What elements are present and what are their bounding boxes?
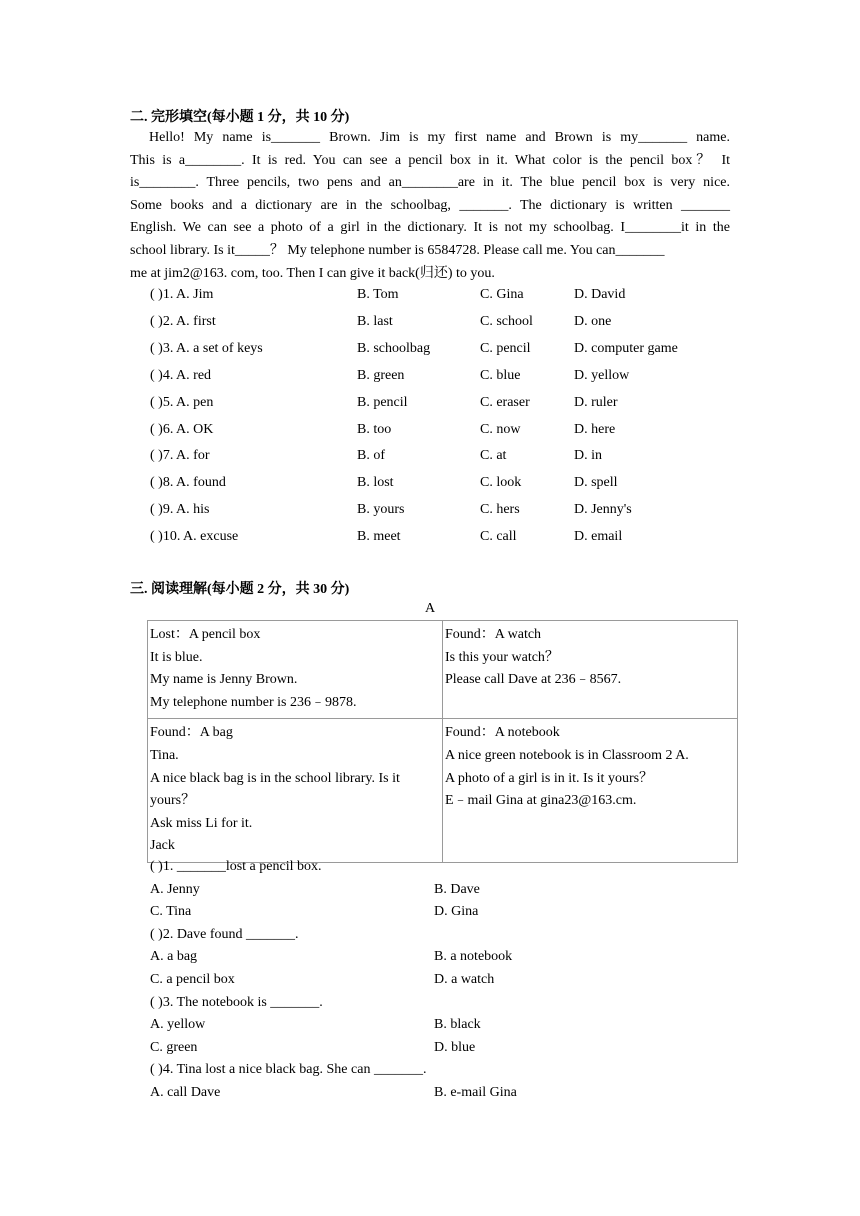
option-a: A. call Dave	[150, 1084, 221, 1100]
section-3-title: 三. 阅读理解(每小题 2 分，共 30 分)	[130, 582, 350, 597]
option-row	[150, 1037, 750, 1060]
notice-line: Found：A notebook	[445, 725, 560, 741]
option-d: D. in	[574, 448, 602, 464]
passage-line: me at jim2@163. com, too. Then I can give it back(归还) to you.	[130, 265, 495, 281]
notice-line: Found：A watch	[445, 627, 542, 642]
option-b: B. pencil	[357, 394, 408, 410]
cloze-question-row	[150, 314, 750, 336]
question-stem: ( )2. Dave found _______.	[150, 926, 299, 942]
passage-line: is________. Three pencils, two pens and an________are in it. The blue pencil box is very nice.	[130, 175, 730, 191]
option-d: D. yellow	[574, 367, 630, 383]
option-c: C. green	[150, 1039, 198, 1055]
notice-line: My name is Jenny Brown.	[150, 672, 298, 688]
option-a: A. Jenny	[150, 881, 200, 897]
option-b: B. Dave	[434, 881, 480, 897]
question-stem: ( )7. A. for	[150, 448, 210, 464]
question-stem: ( )4. Tina lost a nice black bag. She can _______.	[150, 1062, 427, 1078]
passage-line: school library. Is it_____？ My telephone number is 6584728. Please call me. You can_______	[130, 242, 665, 258]
notice-board-table	[147, 620, 738, 863]
option-c: C. blue	[480, 367, 521, 383]
passage-line: English. We can see a photo of a girl in the dictionary. It is not my schoolbag. I________it in the	[130, 220, 730, 236]
option-b: B. yours	[357, 502, 405, 518]
notice-cell	[148, 621, 443, 719]
option-d: D. blue	[434, 1039, 476, 1055]
question-stem: ( )6. A. OK	[150, 421, 214, 437]
option-row	[150, 1014, 750, 1037]
passage-line: This is a________. It is red. You can see a pencil box in it. What color is the pencil box？ It	[130, 152, 730, 168]
option-b: B. schoolbag	[357, 340, 431, 356]
cloze-question-row	[150, 395, 750, 417]
option-c: C. eraser	[480, 394, 530, 410]
option-d: D. Gina	[434, 904, 479, 920]
option-b: B. green	[357, 367, 405, 383]
option-b: B. Tom	[357, 287, 399, 302]
option-b: B. e-mail Gina	[434, 1084, 517, 1100]
option-b: B. meet	[357, 529, 401, 545]
option-b: B. a notebook	[434, 949, 513, 965]
option-row	[150, 901, 750, 924]
notice-line: Ask miss Li for it.	[150, 815, 253, 831]
passage-line: Hello! My name is_______ Brown. Jim is my first name and Brown is my_______ name.	[149, 130, 730, 145]
section-2-title: 二. 完形填空(每小题 1 分，共 10 分)	[130, 110, 350, 125]
question-stem: ( )5. A. pen	[150, 394, 214, 410]
notice-line: A nice green notebook is in Classroom 2 A.	[445, 747, 689, 763]
notice-line: A photo of a girl is in it. Is it yours？	[445, 770, 654, 786]
option-d: D. computer game	[574, 340, 678, 356]
notice-line: A nice black bag is in the school library. Is it	[150, 770, 400, 786]
notice-line: Found：A bag	[150, 725, 233, 741]
option-b: B. too	[357, 421, 392, 437]
option-d: D. a watch	[434, 971, 495, 987]
option-d: D. one	[574, 313, 612, 329]
option-d: D. ruler	[574, 394, 618, 410]
cloze-question-row	[150, 287, 750, 309]
cloze-question-row	[150, 422, 750, 444]
notice-cell	[443, 719, 738, 863]
option-row	[150, 969, 750, 992]
cloze-question-row	[150, 529, 750, 551]
option-b: B. lost	[357, 475, 394, 491]
option-c: C. pencil	[480, 340, 531, 356]
notice-cell	[443, 621, 738, 719]
option-d: D. here	[574, 421, 616, 437]
question-stem: ( )3. The notebook is _______.	[150, 994, 323, 1010]
passage-line: Some books and a dictionary are in the schoolbag, _______. The dictionary is written _______	[130, 197, 730, 213]
option-a: A. a bag	[150, 949, 198, 965]
option-b: B. black	[434, 1017, 481, 1033]
option-b: B. of	[357, 448, 385, 464]
notice-line: yours？	[150, 793, 196, 809]
option-d: D. email	[574, 529, 623, 545]
notice-cell	[148, 719, 443, 863]
option-c: C. Tina	[150, 904, 192, 920]
option-c: C. a pencil box	[150, 971, 235, 987]
option-c: C. hers	[480, 502, 520, 518]
question-stem: ( )4. A. red	[150, 367, 212, 383]
cloze-question-row	[150, 448, 750, 470]
option-d: D. spell	[574, 475, 618, 491]
question-stem: ( )2. A. first	[150, 313, 216, 329]
cloze-question-row	[150, 368, 750, 390]
cloze-question-row	[150, 502, 750, 524]
question-stem: ( )10. A. excuse	[150, 529, 239, 545]
cloze-passage	[130, 127, 730, 285]
cloze-question-row	[150, 475, 750, 497]
option-c: C. look	[480, 475, 522, 491]
option-c: C. Gina	[480, 287, 524, 302]
question-stem: ( )3. A. a set of keys	[150, 340, 263, 356]
notice-line: It is blue.	[150, 649, 203, 665]
notice-line: Please call Dave at 236﹣8567.	[445, 672, 622, 688]
option-c: C. at	[480, 448, 507, 464]
notice-line: Tina.	[150, 747, 179, 763]
option-b: B. last	[357, 313, 393, 329]
notice-line: Is this your watch？	[445, 649, 559, 665]
option-row	[150, 879, 750, 902]
option-row	[150, 1082, 750, 1105]
passage-label: A	[424, 601, 436, 616]
question-stem: ( )9. A. his	[150, 502, 210, 518]
cloze-question-row	[150, 341, 750, 363]
question-stem: ( )1. _______lost a pencil box.	[150, 859, 322, 874]
option-d: D. Jenny's	[574, 502, 632, 518]
option-row	[150, 946, 750, 969]
notice-line: E﹣mail Gina at gina23@163.cm.	[445, 793, 637, 809]
option-a: A. yellow	[150, 1017, 206, 1033]
option-c: C. school	[480, 313, 533, 329]
question-stem: ( )1. A. Jim	[150, 287, 214, 302]
notice-line: Lost：A pencil box	[150, 627, 261, 642]
reading-question-list	[150, 856, 750, 1105]
question-stem: ( )8. A. found	[150, 475, 226, 491]
notice-line: Jack	[150, 838, 175, 854]
option-c: C. call	[480, 529, 517, 545]
option-d: D. David	[574, 287, 626, 302]
option-c: C. now	[480, 421, 521, 437]
notice-line: My telephone number is 236﹣9878.	[150, 694, 357, 710]
